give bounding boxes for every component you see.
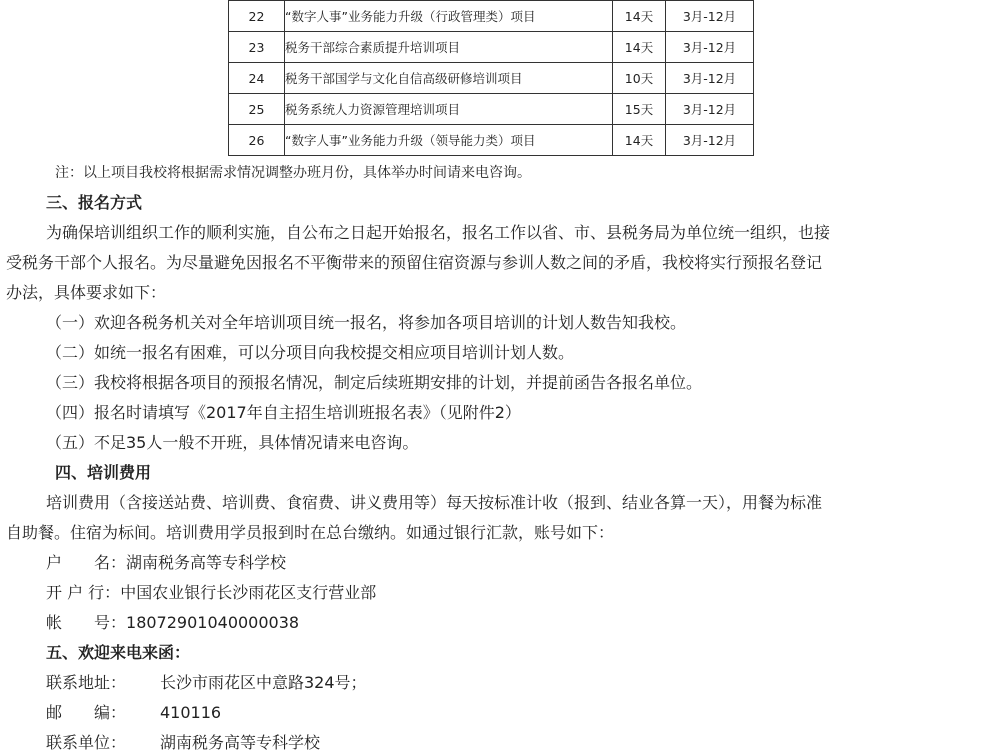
project-name-cell: “数字人事”业务能力升级（领导能力类）项目 (285, 125, 613, 156)
contact-value: 410116 (160, 703, 222, 722)
contact-address-row (0, 673, 990, 693)
section3-heading: 三、报名方式 (46, 193, 143, 212)
section4-paragraph-line2: 自助餐。住宿为标间。培训费用学员报到时在总台缴纳。如通过银行汇款，账号如下： (6, 523, 615, 542)
row-number-cell: 25 (229, 94, 285, 125)
duration-cell: 10天 (613, 63, 666, 94)
contact-value: 长沙市雨花区中意路324号； (160, 673, 367, 692)
contact-label: 联系地址： (46, 673, 127, 692)
section3-paragraph-line2: 受税务干部个人报名。为尽量避免因报名不平衡带来的预留住宿资源与参训人数之间的矛盾，我校将实行预报名登记 (6, 253, 823, 272)
row-number-cell: 22 (229, 1, 285, 32)
section3-paragraph-line3: 办法，具体要求如下： (6, 283, 167, 302)
bank-value: 18072901040000038 (126, 613, 300, 632)
table-note: 注：以上项目我校将根据需求情况调整办班月份，具体举办时间请来电咨询。 (55, 165, 531, 181)
duration-cell: 15天 (613, 94, 666, 125)
contact-value: 湖南税务高等专科学校 (160, 733, 321, 752)
bank-account-name-row (0, 553, 990, 573)
table-row (229, 63, 754, 94)
row-number-cell: 23 (229, 32, 285, 63)
section3-item: （四）报名时请填写《2017年自主招生培训班报名表》（见附件2） (46, 403, 521, 422)
bank-account-number-row (0, 613, 990, 633)
section3-item: （一）欢迎各税务机关对全年培训项目统一报名，将参加各项目培训的计划人数告知我校。 (46, 313, 687, 332)
bank-branch-row (0, 583, 990, 603)
row-number-cell: 26 (229, 125, 285, 156)
section3-paragraph-line1: 为确保培训组织工作的顺利实施，自公布之日起开始报名，报名工作以省、市、县税务局为单位统一组织，也接 (46, 223, 831, 242)
row-number-cell: 24 (229, 63, 285, 94)
project-name-cell: 税务干部综合素质提升培训项目 (285, 32, 613, 63)
table-row (229, 32, 754, 63)
project-name-cell: “数字人事”业务能力升级（行政管理类）项目 (285, 1, 613, 32)
contact-unit-row (0, 733, 990, 753)
section5-heading: 五、欢迎来电来函： (46, 643, 191, 662)
bank-label: 开 户 行： (46, 583, 121, 602)
months-cell: 3月-12月 (666, 32, 754, 63)
bank-value: 中国农业银行长沙雨花区支行营业部 (120, 583, 377, 602)
section3-item: （三）我校将根据各项目的预报名情况，制定后续班期安排的计划，并提前函告各报名单位。 (46, 373, 703, 392)
project-name-cell: 税务干部国学与文化自信高级研修培训项目 (285, 63, 613, 94)
section3-item: （五）不足35人一般不开班，具体情况请来电咨询。 (46, 433, 419, 452)
bank-label: 帐 号： (46, 613, 127, 632)
training-projects-table (228, 0, 754, 156)
project-name-cell: 税务系统人力资源管理培训项目 (285, 94, 613, 125)
table-row (229, 125, 754, 156)
section4-heading: 四、培训费用 (55, 463, 152, 482)
duration-cell: 14天 (613, 125, 666, 156)
table-row (229, 1, 754, 32)
months-cell: 3月-12月 (666, 125, 754, 156)
months-cell: 3月-12月 (666, 1, 754, 32)
section4-paragraph-line1: 培训费用（含接送站费、培训费、食宿费、讲义费用等）每天按标准计收（报到、结业各算一天），用餐为标准 (46, 493, 823, 512)
months-cell: 3月-12月 (666, 63, 754, 94)
duration-cell: 14天 (613, 32, 666, 63)
section3-item: （二）如统一报名有困难，可以分项目向我校提交相应项目培训计划人数。 (46, 343, 575, 362)
duration-cell: 14天 (613, 1, 666, 32)
contact-label: 联系单位： (46, 733, 127, 752)
contact-postcode-row (0, 703, 990, 723)
months-cell: 3月-12月 (666, 94, 754, 125)
bank-value: 湖南税务高等专科学校 (126, 553, 287, 572)
contact-label: 邮 编： (46, 703, 127, 722)
table-row (229, 94, 754, 125)
bank-label: 户 名： (46, 553, 127, 572)
